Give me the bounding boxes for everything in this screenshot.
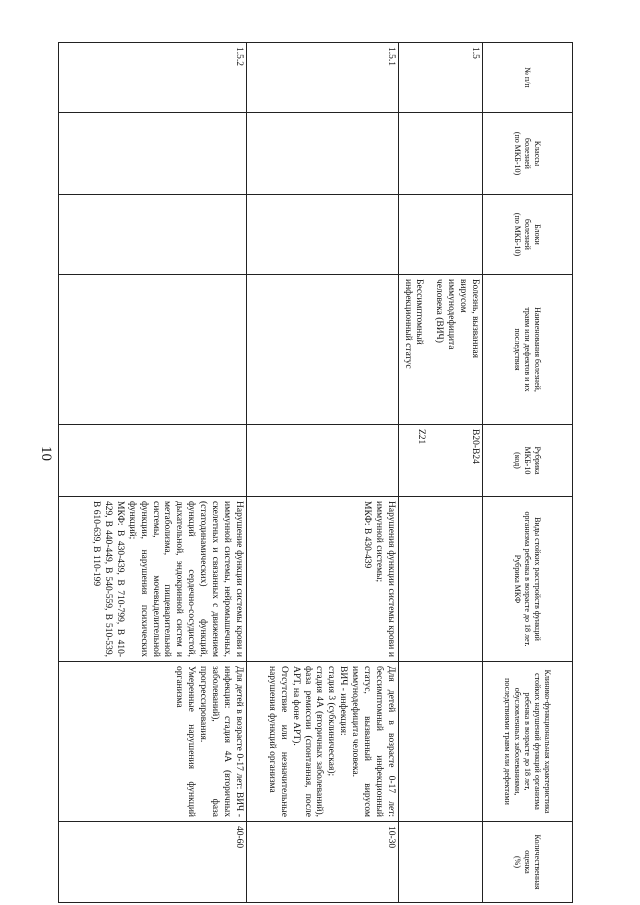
row-num: 1.5.1 bbox=[246, 43, 398, 113]
row-score: 40-60 bbox=[59, 822, 247, 903]
table-row bbox=[59, 43, 247, 903]
row-score: 10-30 bbox=[246, 822, 398, 903]
row-clinical bbox=[398, 662, 482, 822]
header-names: Наименования болезней, травм или дефектов и их последствия bbox=[483, 275, 573, 425]
row-classes bbox=[59, 113, 247, 195]
row-types bbox=[398, 497, 482, 662]
page-number: 10 bbox=[38, 446, 54, 461]
icd-code-secondary: Z21 bbox=[416, 429, 427, 445]
header-score: Количественная оценка (%) bbox=[483, 822, 573, 903]
row-classes bbox=[246, 113, 398, 195]
header-row bbox=[483, 43, 573, 903]
header-clinical: Клинико-функциональная характеристика стойких нарушений функций организма ребенка в возрасте до 18 лет, обусловленных заболеваниями, последствиями травм или дефектами bbox=[483, 662, 573, 822]
row-types: Нарушения функции системы крови и иммунной системы; МКФ: B 430-439 bbox=[246, 497, 398, 662]
row-blocks bbox=[398, 195, 482, 275]
header-classes: Классы болезней (по МКБ-10) bbox=[483, 113, 573, 195]
header-types: Виды стойких расстройств функций организма ребенка в возрасте до 18 лет. Рубрика МКФ bbox=[483, 497, 573, 662]
row-name bbox=[398, 275, 482, 425]
disease-name: Болезнь, вызванная вирусом иммунодефицита человека (ВИЧ) bbox=[434, 279, 480, 359]
disability-criteria-table bbox=[58, 42, 573, 903]
icd-code: B20-B24 bbox=[470, 429, 480, 464]
row-num: 1.5 bbox=[398, 43, 482, 113]
row-icd bbox=[59, 425, 247, 497]
header-num: № п/п bbox=[483, 43, 573, 113]
header-icd: Рубрика МКБ-10 (код) bbox=[483, 425, 573, 497]
row-clinical: Для детей в возрасте 0-17 лет: ВИЧ - инфекция: стадия 4А (вторичных заболеваний), фаза прогрессирования. Умеренные нарушения функций организма bbox=[59, 662, 247, 822]
row-blocks bbox=[246, 195, 398, 275]
row-name bbox=[59, 275, 247, 425]
row-icd bbox=[246, 425, 398, 497]
table-row bbox=[398, 43, 482, 903]
header-blocks: Блоки болезней (по МКБ-10) bbox=[483, 195, 573, 275]
disease-name-secondary: Бессимптомный инфекционный статус bbox=[402, 279, 425, 369]
row-num: 1.5.2 bbox=[59, 43, 247, 113]
row-clinical: Для детей в возрасте 0-17 лет: бессимптомный инфекционный статус, вызванный вирусом иммунодефицита человека. ВИЧ - инфекция: стадия 3 (субклиническая); стадия 4А (вторичных заболеваний), фаза ремиссии (спонтанная, после АРТ, на фоне АРТ). Отсутствие или незначительные нарушения функций организма bbox=[246, 662, 398, 822]
row-name bbox=[246, 275, 398, 425]
rotated-table-sheet bbox=[58, 42, 573, 902]
row-score bbox=[398, 822, 482, 903]
row-types: Нарушение функции системы крови и иммунной системы, нейромышечных, скелетных и связанных с движением (статодинамических) функций, функций сердечно-сосудистой, дыхательной, эндокринной систем и метаболизма, пищеварительной системы, мочевыделительной функции, нарушения психических функций; МКФ: B 430-439, B 710-799, B 410-429, B 440-449, B 540-559, B 510-539, B 610-639, B 110-199 bbox=[59, 497, 247, 662]
table-row bbox=[246, 43, 398, 903]
row-classes bbox=[398, 113, 482, 195]
row-icd bbox=[398, 425, 482, 497]
row-blocks bbox=[59, 195, 247, 275]
